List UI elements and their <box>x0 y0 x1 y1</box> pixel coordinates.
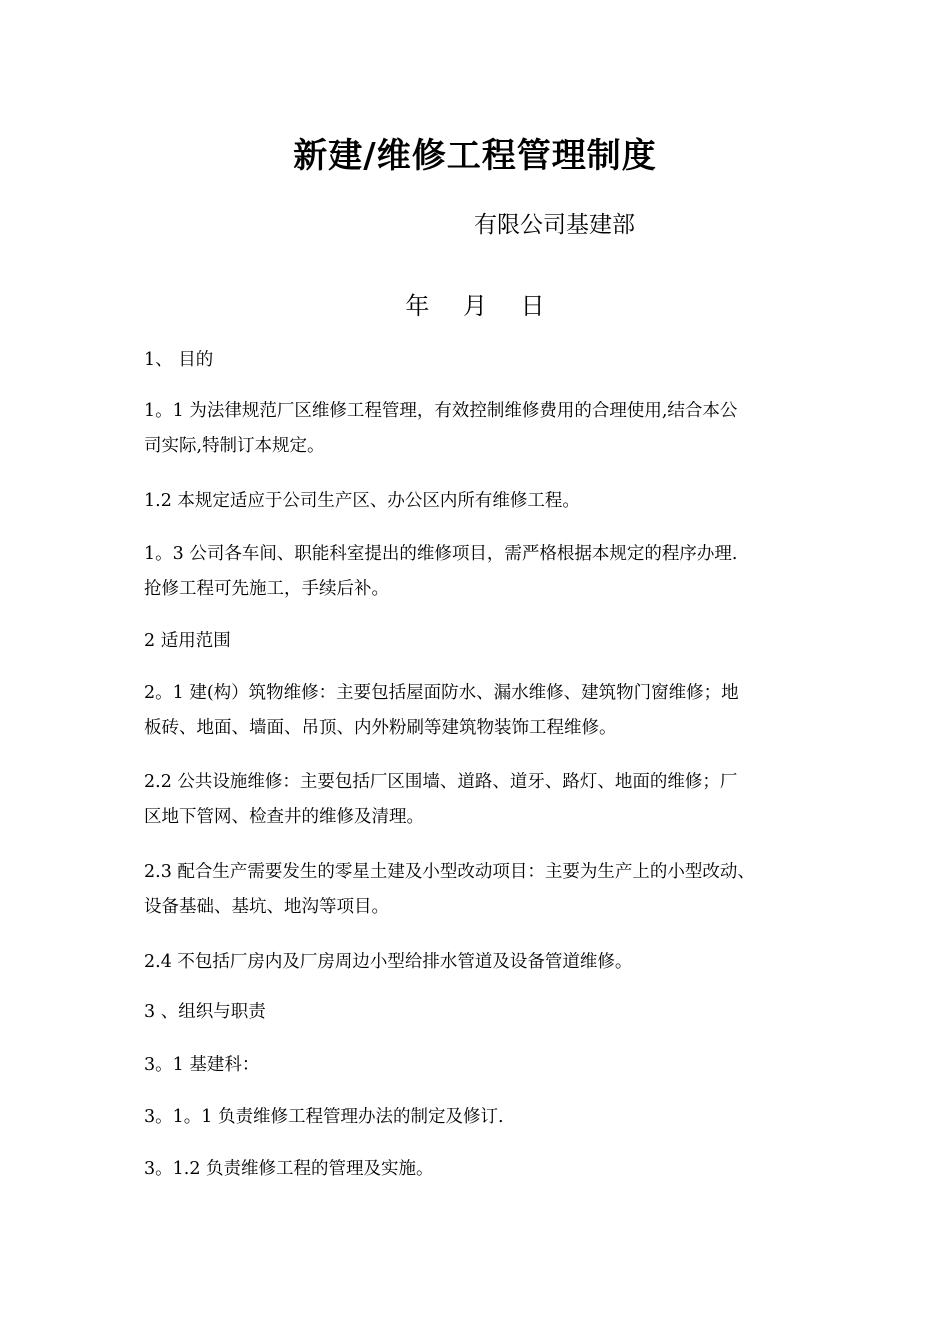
paragraph-line: 2 适用范围 <box>144 631 231 651</box>
paragraph-line: 3 、组织与职责 <box>144 1002 266 1022</box>
section-1-heading <box>144 343 816 378</box>
paragraph-line: 司实际,特制订本规定。 <box>144 436 325 456</box>
paragraph-line: 1。3 公司各车间、职能科室提出的维修项目，需严格根据本规定的程序办理. <box>144 544 738 564</box>
paragraph-line: 2.2 公共设施维修：主要包括厂区围墙、道路、道牙、路灯、地面的维修；厂 <box>144 772 738 792</box>
date-line <box>0 286 950 321</box>
section-2-heading <box>144 624 816 659</box>
paragraph-2-1 <box>144 676 816 746</box>
document-title: 新建/维修工程管理制度 <box>293 136 657 176</box>
date-day: 日 <box>520 292 545 320</box>
paragraph-line: 2。1 建(构）筑物维修：主要包括屋面防水、漏水维修、建筑物门窗维修；地 <box>144 683 739 703</box>
paragraph-line: 2.3 配合生产需要发生的零星土建及小型改动项目：主要为生产上的小型改动、 <box>144 862 755 882</box>
paragraph-2-3 <box>144 855 816 925</box>
paragraph-3-1-2 <box>144 1152 816 1187</box>
paragraph-1-1 <box>144 394 816 464</box>
section-3-heading <box>144 995 816 1030</box>
paragraph-1-2 <box>144 484 816 519</box>
date-year: 年 <box>405 292 430 320</box>
paragraph-line: 3。1。1 负责维修工程管理办法的制定及修订. <box>144 1107 504 1127</box>
paragraph-line: 设备基础、基坑、地沟等项目。 <box>144 897 389 917</box>
paragraph-line: 区地下管网、检查井的维修及清理。 <box>144 807 424 827</box>
paragraph-line: 3。1 基建科： <box>144 1055 260 1075</box>
paragraph-line: 3。1.2 负责维修工程的管理及实施。 <box>144 1159 434 1179</box>
paragraph-line: 1、 目的 <box>144 350 214 370</box>
paragraph-1-3 <box>144 537 816 607</box>
paragraph-3-1 <box>144 1048 816 1083</box>
paragraph-2-4 <box>144 945 816 980</box>
paragraph-3-1-1 <box>144 1100 816 1135</box>
paragraph-line: 1。1 为法律规范厂区维修工程管理，有效控制维修费用的合理使用,结合本公 <box>144 401 738 421</box>
paragraph-line: 1.2 本规定适应于公司生产区、办公区内所有维修工程。 <box>144 491 580 511</box>
date-month: 月 <box>463 292 487 320</box>
paragraph-2-2 <box>144 765 816 835</box>
paragraph-line: 抢修工程可先施工，手续后补。 <box>144 579 389 599</box>
department-name: 有限公司基建部 <box>474 212 635 238</box>
paragraph-line: 2.4 不包括厂房内及厂房周边小型给排水管道及设备管道维修。 <box>144 952 633 972</box>
paragraph-line: 板砖、地面、墙面、吊顶、内外粉刷等建筑物装饰工程维修。 <box>144 718 617 738</box>
